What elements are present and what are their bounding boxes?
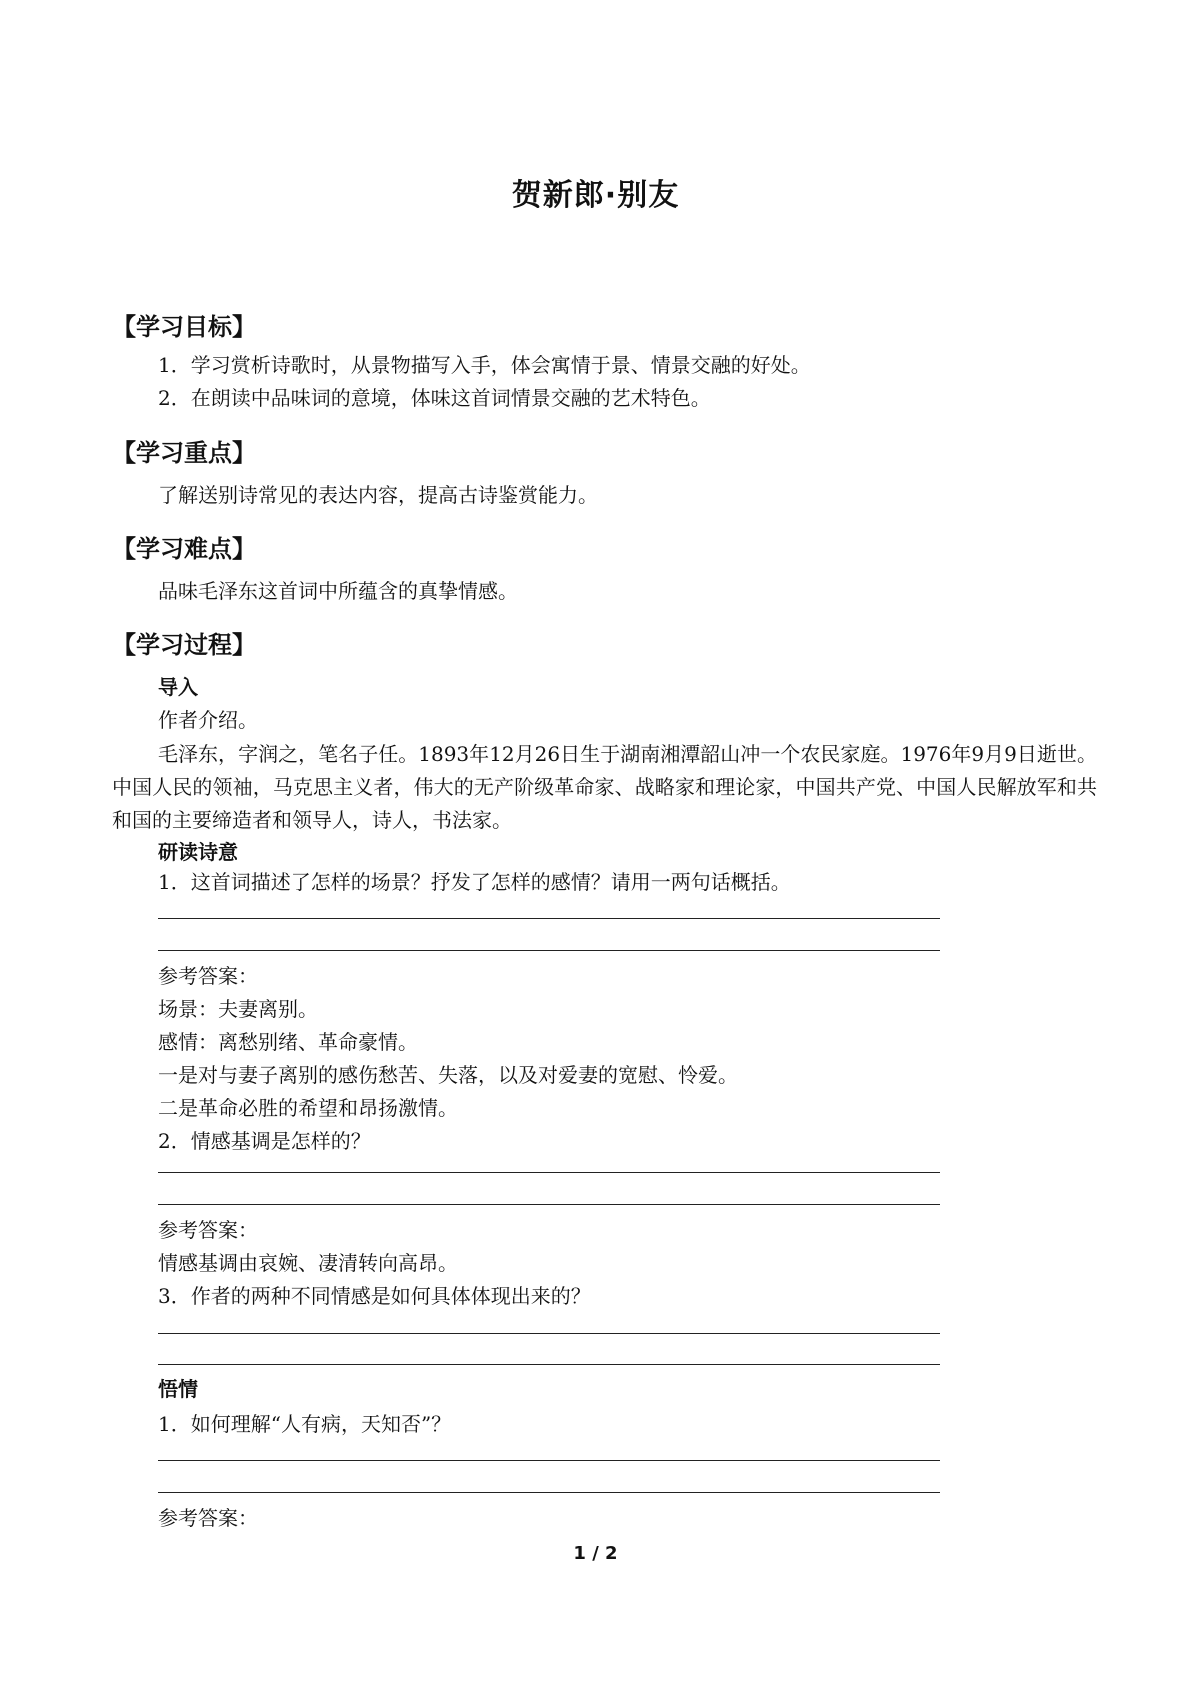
study-question-3: 3．作者的两种不同情感是如何具体体现出来的？	[158, 1284, 591, 1308]
answer-line: 二是革命必胜的希望和昂扬激情。	[158, 1096, 458, 1120]
page-title: 贺新郎·别友	[511, 178, 680, 213]
answer-line: 情感基调由哀婉、凄清转向高昂。	[158, 1251, 458, 1275]
answer-line: 感情：离愁别绪、革命豪情。	[158, 1030, 418, 1054]
answer-blank-line[interactable]	[158, 1492, 940, 1493]
study-heading: 研读诗意	[158, 840, 238, 864]
difficulty-heading: 【学习难点】	[112, 535, 256, 563]
goal-item: 2．在朗读中品味词的意境，体味这首词情景交融的艺术特色。	[158, 386, 711, 410]
answer-blank-line[interactable]	[158, 1460, 940, 1461]
intro-lead: 作者介绍。	[158, 708, 258, 732]
author-bio: 毛泽东，字润之，笔名子任。1893年12月26日生于湖南湘潭韶山冲一个农民家庭。1976年9月9日逝世。中国人民的领袖，马克思主义者，伟大的无产阶级革命家、战略家和理论家，中国共产党、中国人民解放军和共和国的主要缔造者和领导人，诗人，书法家。	[112, 742, 1097, 832]
insight-heading: 悟情	[158, 1377, 198, 1401]
answer-blank-line[interactable]	[158, 1333, 940, 1334]
goal-item: 1．学习赏析诗歌时，从景物描写入手，体会寓情于景、情景交融的好处。	[158, 353, 811, 377]
insight-question-1: 1．如何理解“人有病，天知否”？	[158, 1412, 452, 1436]
intro-heading: 导入	[158, 675, 198, 699]
page-number: 1 / 2	[573, 1543, 618, 1564]
answer-line: 一是对与妻子离别的感伤愁苦、失落，以及对爱妻的宽慰、怜爱。	[158, 1063, 738, 1087]
focus-text: 了解送别诗常见的表达内容，提高古诗鉴赏能力。	[158, 483, 598, 507]
focus-heading: 【学习重点】	[112, 439, 256, 467]
answer-blank-line[interactable]	[158, 918, 940, 919]
study-question-1: 1．这首词描述了怎样的场景？抒发了怎样的感情？请用一两句话概括。	[158, 870, 791, 894]
answer-label: 参考答案：	[158, 964, 258, 988]
answer-line: 场景：夫妻离别。	[158, 997, 318, 1021]
answer-label: 参考答案：	[158, 1506, 258, 1530]
process-heading: 【学习过程】	[112, 631, 256, 659]
answer-blank-line[interactable]	[158, 1172, 940, 1173]
difficulty-text: 品味毛泽东这首词中所蕴含的真挚情感。	[158, 579, 518, 603]
answer-label: 参考答案：	[158, 1218, 258, 1242]
goals-heading: 【学习目标】	[112, 313, 256, 341]
answer-blank-line[interactable]	[158, 950, 940, 951]
answer-blank-line[interactable]	[158, 1204, 940, 1205]
study-question-2: 2．情感基调是怎样的？	[158, 1129, 371, 1153]
answer-blank-line[interactable]	[158, 1364, 940, 1365]
